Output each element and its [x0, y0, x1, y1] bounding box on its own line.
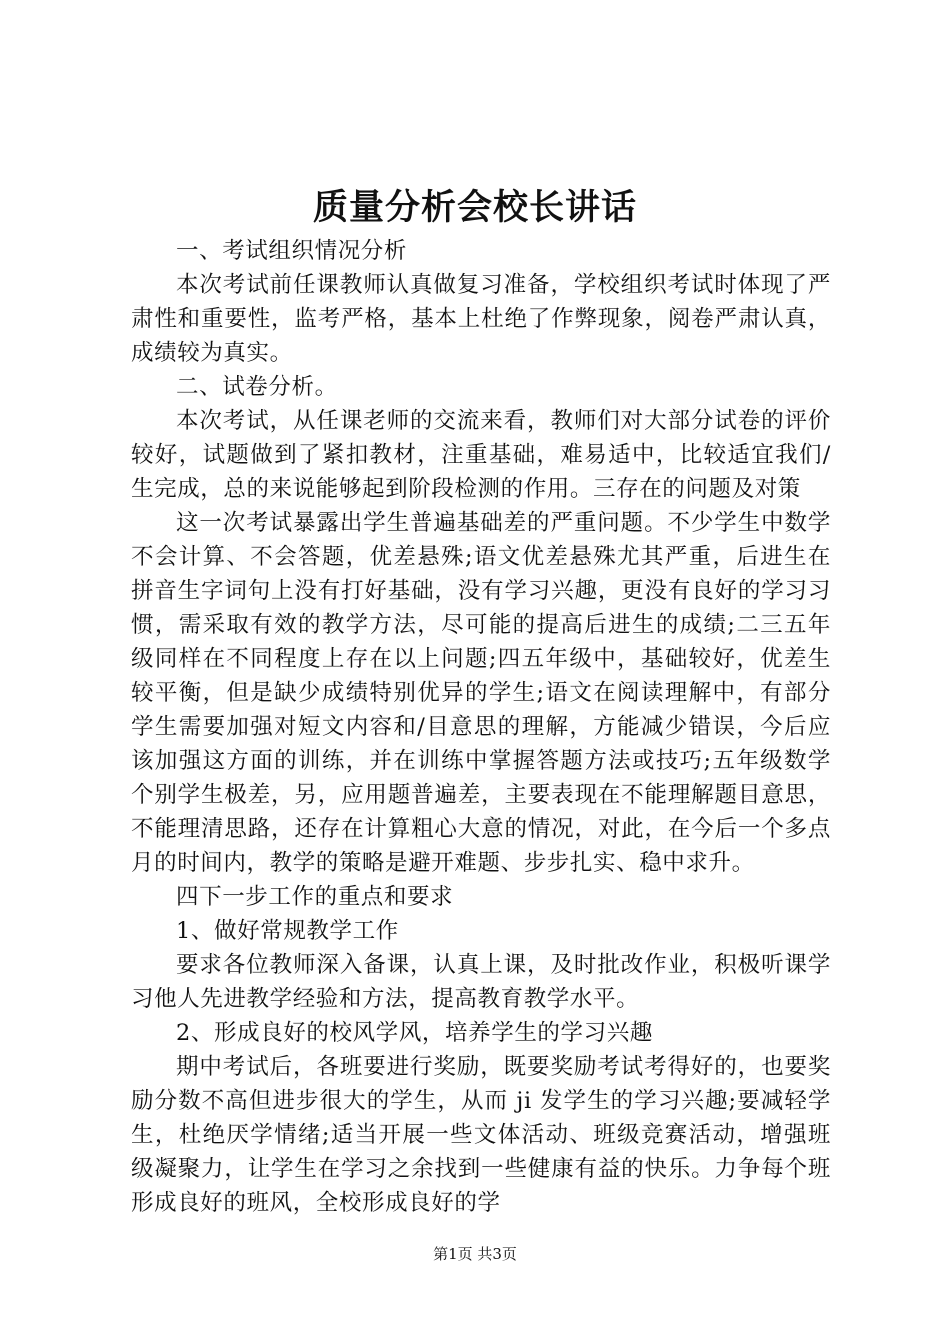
- section-heading: 一、考试组织情况分析: [176, 238, 408, 264]
- subsection-heading: 2、形成良好的校风学风，培养学生的学习兴趣: [176, 1020, 653, 1046]
- subsection-heading: 1、做好常规教学工作: [176, 918, 399, 944]
- section-heading: 四下一步工作的重点和要求: [176, 884, 454, 910]
- section-heading: 二、试卷分析。: [176, 374, 338, 400]
- paragraph: 本次考试前任课教师认真做复习准备，学校组织考试时体现了严肃性和重要性，监考严格，基本上杜绝了作弊现象，阅卷严肃认真，成绩较为真实。: [131, 272, 831, 366]
- paragraph: 这一次考试暴露出学生普遍基础差的严重问题。不少学生中数学不会计算、不会答题，优差悬殊;语文优差悬殊尤其严重，后进生在拼音生字词句上没有打好基础，没有学习兴趣，更没有良好的学习习惯，需采取有效的教学方法，尽可能的提高后进生的成绩;二三五年级同样在不同程度上存在以上问题;四五年级中，基础较好，优差生较平衡，但是缺少成绩特别优异的学生;语文在阅读理解中，有部分学生需要加强对短文内容和/目意思的理解，方能减少错误，今后应该加强这方面的训练，并在训练中掌握答题方法或技巧;五年级数学个别学生极差，另，应用题普遍差，主要表现在不能理解题目意思，不能理清思路，还存在计算粗心大意的情况，对此，在今后一个多点月的时间内，教学的策略是避开难题、步步扎实、稳中求升。: [131, 510, 831, 876]
- document-title: 质量分析会校长讲话: [312, 187, 637, 228]
- page-footer: 第1页 共3页: [433, 1245, 517, 1263]
- paragraph: 本次考试，从任课老师的交流来看，教师们对大部分试卷的评价较好，试题做到了紧扣教材，注重基础，难易适中，比较适宜我们/生完成，总的来说能够起到阶段检测的作用。三存在的问题及对策: [131, 408, 831, 502]
- document-body: [131, 234, 831, 1220]
- paragraph: 要求各位教师深入备课，认真上课，及时批改作业，积极听课学习他人先进教学经验和方法，提高教育教学水平。: [131, 952, 831, 1012]
- paragraph: 期中考试后，各班要进行奖励，既要奖励考试考得好的，也要奖励分数不高但进步很大的学生，从而 ji 发学生的学习兴趣;要减轻学生，杜绝厌学情绪;适当开展一些文体活动、班级竞赛活动，增强班级凝聚力，让学生在学习之余找到一些健康有益的快乐。力争每个班形成良好的班风，全校形成良好的学: [131, 1054, 831, 1216]
